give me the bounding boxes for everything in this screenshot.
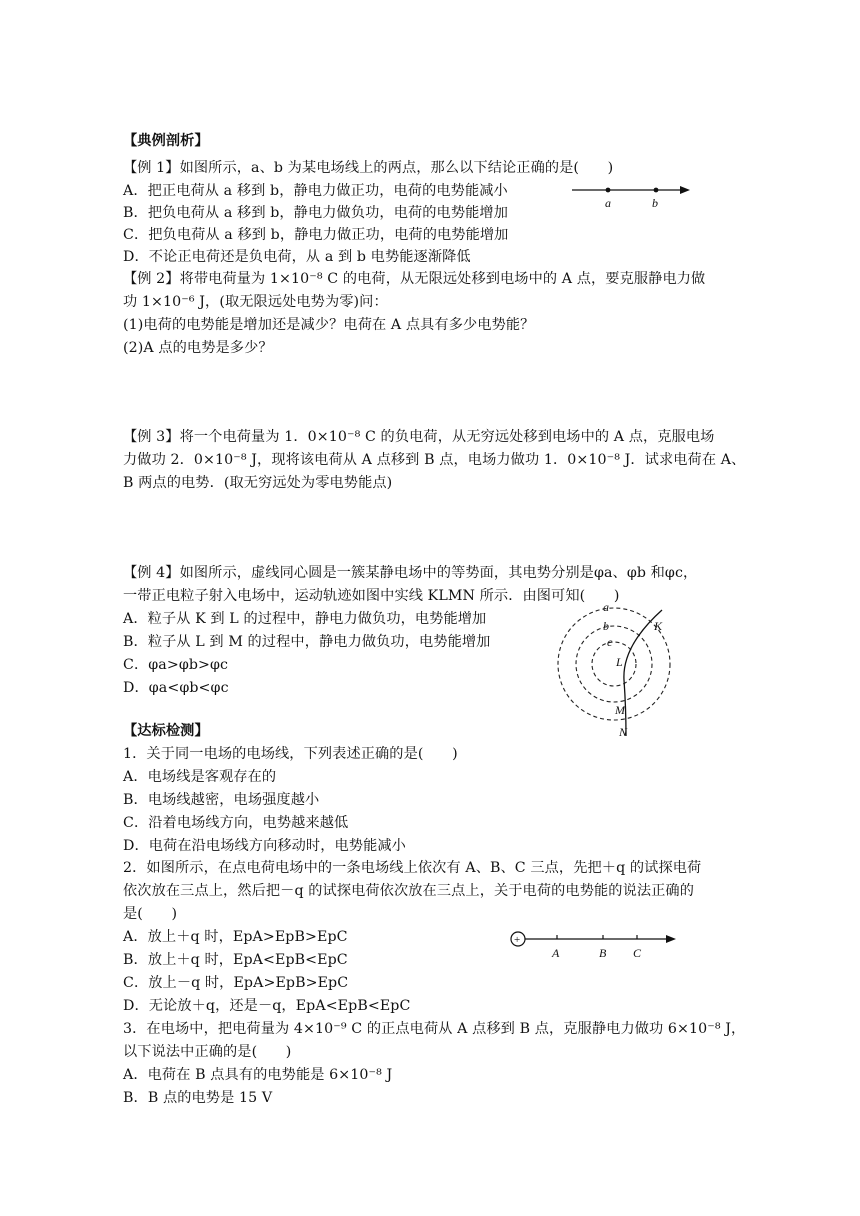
- label-b: B: [599, 946, 607, 960]
- question-3-option-b: B．B 点的电势是 15 V: [123, 1090, 273, 1106]
- equipotential-b: [576, 626, 652, 702]
- point-a-label: a: [605, 196, 611, 210]
- example-2-question-2: (2)A 点的电势是多少？: [123, 340, 273, 356]
- question-1-stem: 1．关于同一电场的电场线，下列表述正确的是( ): [123, 746, 458, 762]
- question-1-option-d: D．电荷在沿电场线方向移动时，电势能减小: [123, 838, 406, 854]
- example-1-stem: 【例 1】如图所示，a、b 为某电场线上的两点，那么以下结论正确的是( ): [123, 160, 614, 176]
- question-2-option-a: A．放上＋q 时，EpA>EpB>EpC: [123, 929, 348, 945]
- question-2-option-d: D．无论放＋q，还是－q，EpA<EpB<EpC: [123, 998, 411, 1014]
- example-1-option-c: C．把负电荷从 a 移到 b，静电力做正功，电荷的电势能增加: [123, 227, 509, 243]
- question-1-option-c: C．沿着电场线方向，电势越来越低: [123, 815, 349, 831]
- example-4-option-a: A．粒子从 K 到 L 的过程中，静电力做负功，电势能增加: [123, 611, 487, 627]
- question-3-line-1: 3．在电场中，把电荷量为 4×10⁻⁹ C 的正点电荷从 A 点移到 B 点，克服静电力做功 6×10⁻⁸ J，: [123, 1021, 746, 1037]
- example-3-line-3: B 两点的电势．(取无穷远处为零电势能点): [123, 475, 393, 491]
- label-n: N: [619, 725, 628, 739]
- example-3-line-1: 【例 3】将一个电荷量为 1．0×10⁻⁸ C 的负电荷，从无穷远处移到电场中的 A 点，克服电场: [123, 429, 715, 445]
- question-2-option-c: C．放上－q 时，EpA>EpB>EpC: [123, 975, 349, 991]
- question-2-line-1: 2．如图所示，在点电荷电场中的一条电场线上依次有 A、B、C 三点，先把＋q 的试探电荷: [123, 860, 702, 876]
- label-c: c: [607, 635, 613, 649]
- label-a: A: [552, 946, 560, 960]
- label-a: a: [603, 600, 609, 614]
- question-2-line-3: 是( ): [123, 906, 178, 922]
- example-4-line-1: 【例 4】如图所示，虚线同心圆是一簇某静电场中的等势面，其电势分别是φa、φb 和φc，: [123, 565, 698, 581]
- question-1-option-a: A．电场线是客观存在的: [123, 769, 277, 785]
- section-heading-test: 【达标检测】: [123, 723, 209, 739]
- equipotential-c: [592, 642, 636, 686]
- field-line-figure: [568, 180, 698, 212]
- example-4-option-b: B．粒子从 L 到 M 的过程中，静电力做负功，电势能增加: [123, 634, 491, 650]
- question-1-option-b: B．电场线越密，电场强度越小: [123, 792, 320, 808]
- label-l: L: [616, 655, 623, 669]
- example-1-option-a: A．把正电荷从 a 移到 b，静电力做正功，电荷的电势能减小: [123, 183, 508, 199]
- example-4-option-c: C．φa>φb>φc: [123, 657, 229, 673]
- label-b: b: [603, 619, 609, 633]
- label-m: M: [615, 703, 625, 717]
- example-4-option-d: D．φa<φb<φc: [123, 680, 229, 696]
- point-b-dot: [654, 188, 659, 193]
- example-4-line-2: 一带正电粒子射入电场中，运动轨迹如图中实线 KLMN 所示．由图可知( ): [123, 588, 620, 604]
- equipotential-figure: [550, 598, 680, 740]
- example-2-line-1: 【例 2】将带电荷量为 1×10⁻⁸ C 的电荷，从无限远处移到电场中的 A 点，要克服静电力做: [123, 271, 706, 287]
- example-2-question-1: (1)电荷的电势能是增加还是减少？电荷在 A 点具有多少电势能？: [123, 317, 535, 333]
- example-1-option-d: D．不论正电荷还是负电荷，从 a 到 b 电势能逐渐降低: [123, 249, 471, 265]
- label-k: K: [654, 619, 663, 633]
- point-b-label: b: [652, 196, 658, 210]
- point-a-dot: [606, 188, 611, 193]
- example-3-line-2: 力做功 2．0×10⁻⁸ J，现将该电荷从 A 点移到 B 点，电场力做功 1．0×10⁻⁸ J．试求电荷在 A、: [123, 452, 746, 468]
- plus-sign: +: [514, 934, 521, 946]
- question-3-line-2: 以下说法中正确的是( ): [123, 1044, 292, 1060]
- label-c: C: [633, 946, 642, 960]
- question-2-option-b: B．放上＋q 时，EpA<EpB<EpC: [123, 952, 348, 968]
- example-2-line-2: 功 1×10⁻⁶ J，(取无限远处电势为零)问：: [123, 294, 388, 310]
- section-heading-examples: 【典例剖析】: [123, 133, 209, 149]
- question-3-option-a: A．电荷在 B 点具有的电势能是 6×10⁻⁸ J: [123, 1067, 393, 1083]
- question-2-line-2: 依次放在三点上，然后把－q 的试探电荷依次放在三点上，关于电荷的电势能的说法正确的: [123, 883, 695, 899]
- example-1-option-b: B．把负电荷从 a 移到 b，静电力做负功，电荷的电势能增加: [123, 205, 508, 221]
- point-charge-field-figure: [502, 928, 682, 962]
